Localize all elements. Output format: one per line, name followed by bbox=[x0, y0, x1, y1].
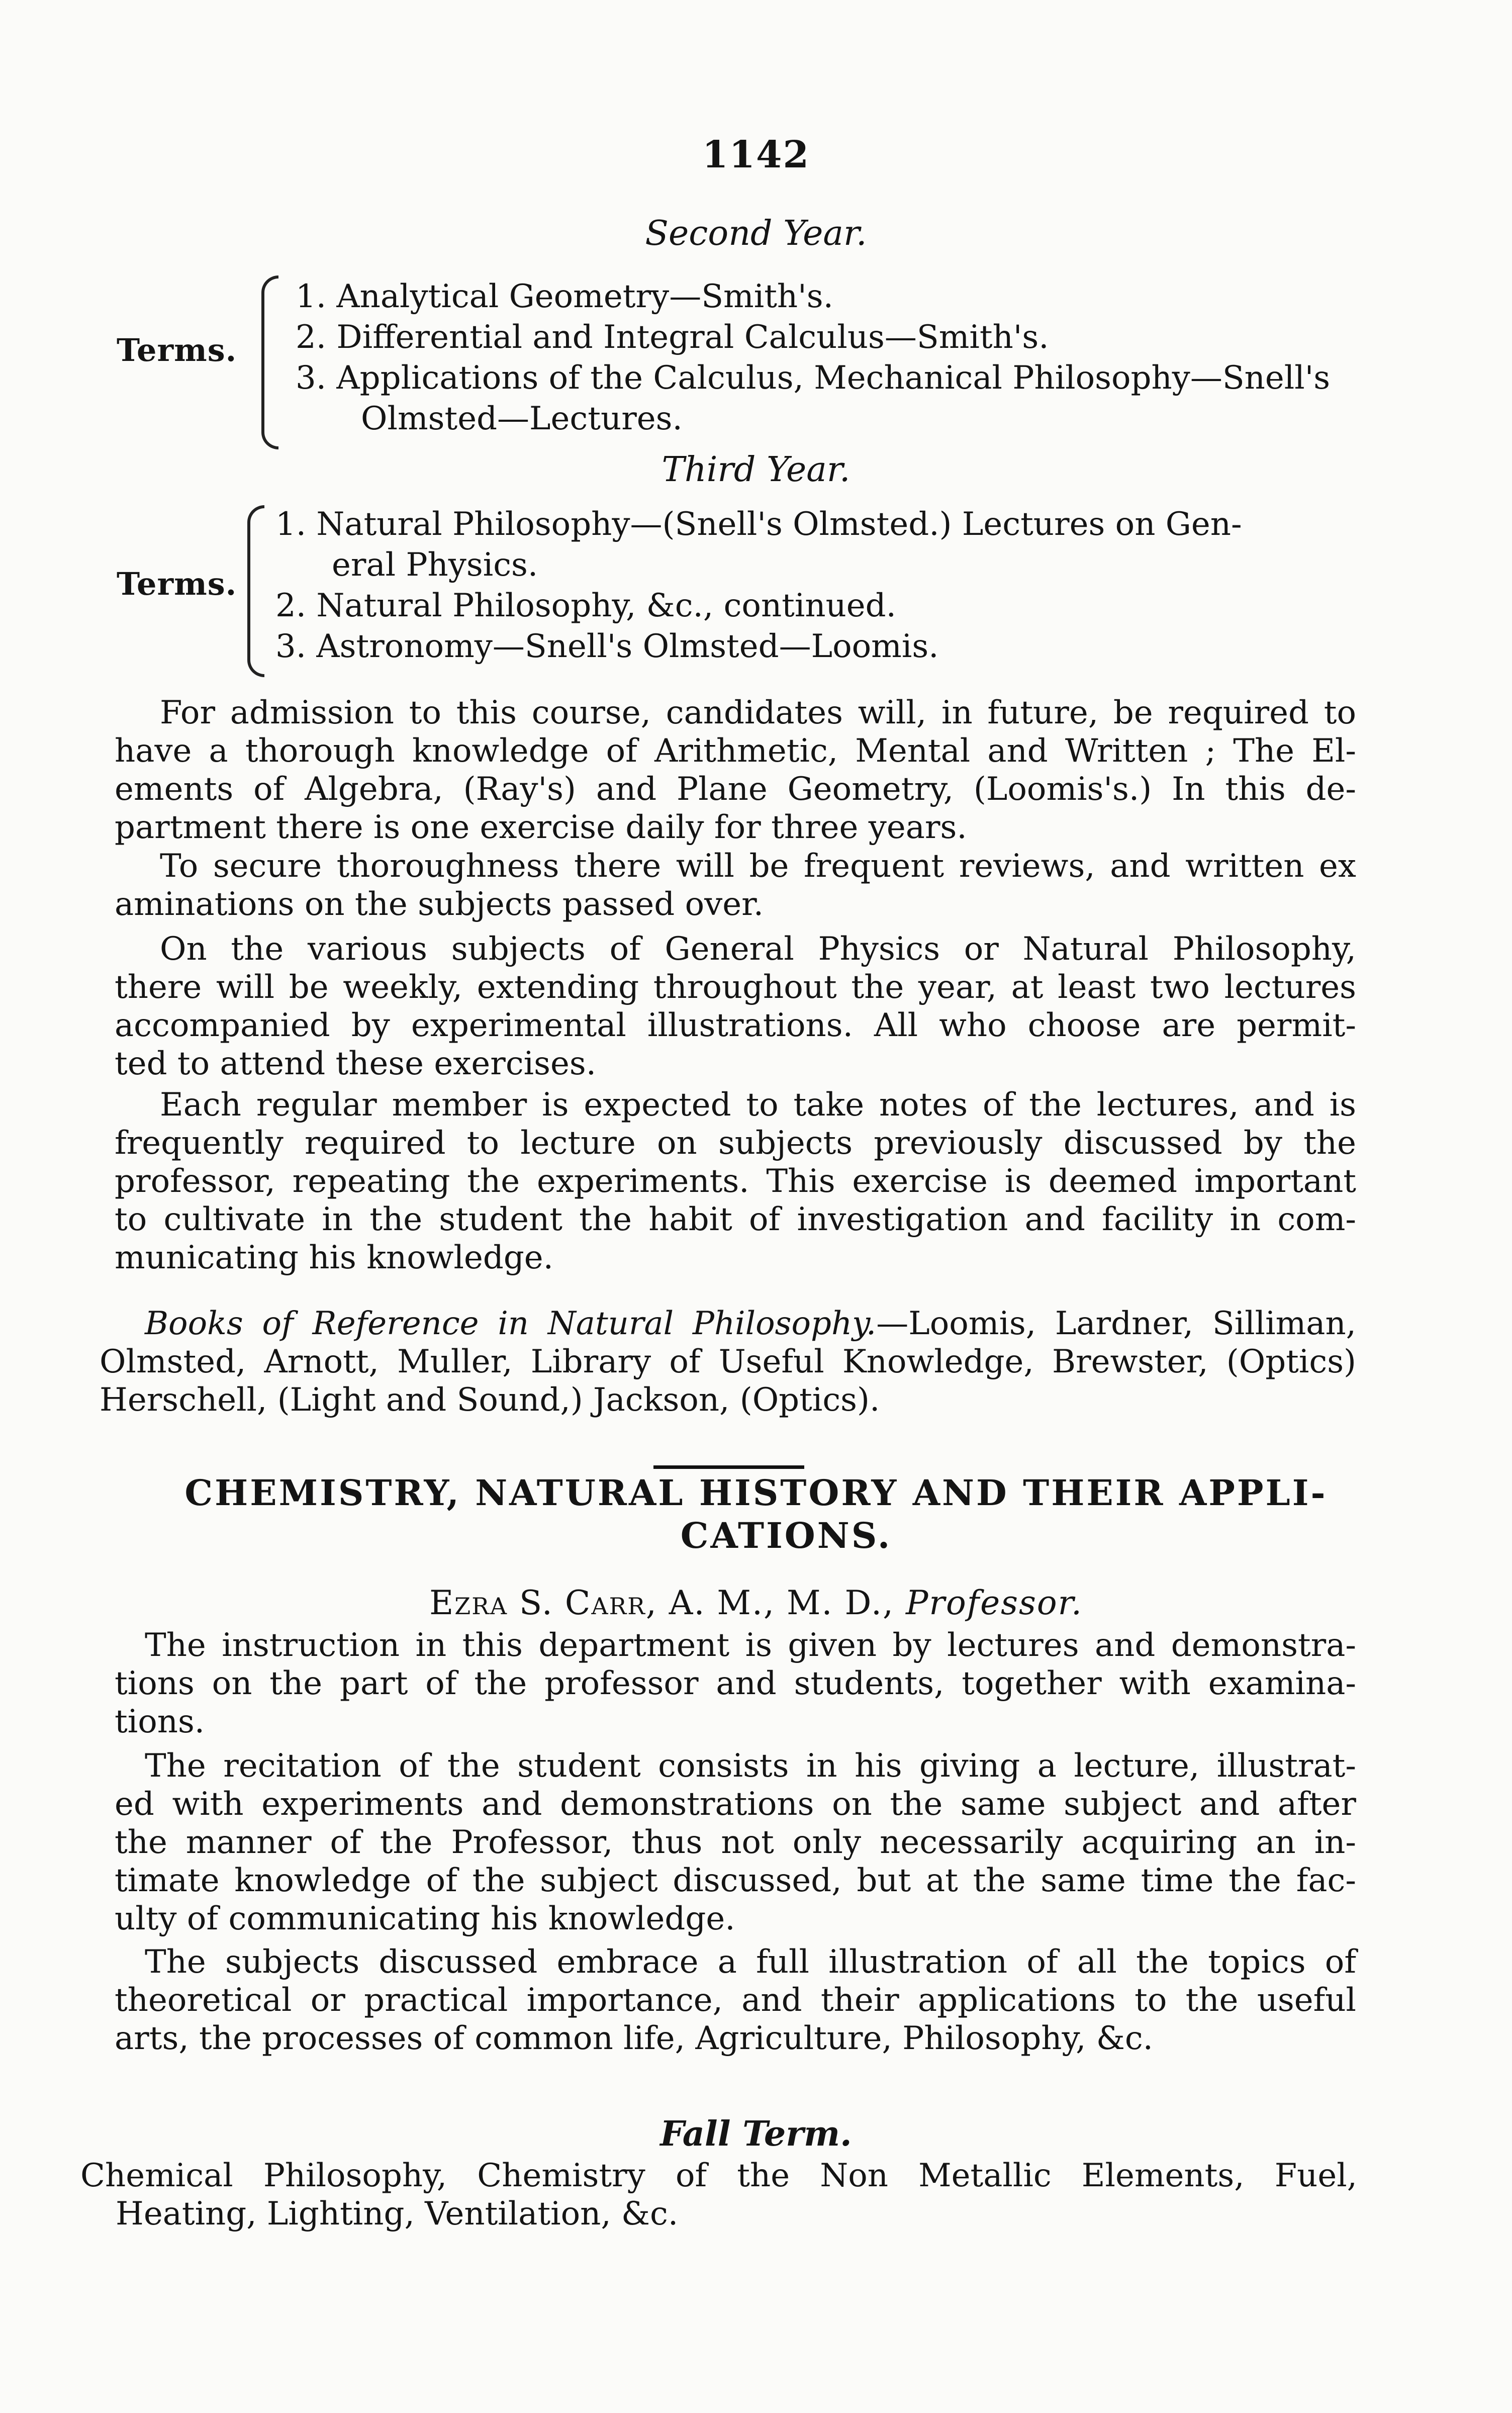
third-year-brace bbox=[247, 505, 264, 677]
text-line: accompanied by experimental illustrations. All who choose are permit- bbox=[115, 1007, 1356, 1044]
third-year-terms-label: Terms. bbox=[117, 566, 237, 602]
text-line: tions. bbox=[115, 1703, 205, 1740]
paragraph-reviews bbox=[115, 847, 1356, 923]
text-line: tions on the part of the professor and students, together with examina- bbox=[115, 1665, 1356, 1702]
fall-term-text bbox=[80, 2157, 1357, 2233]
section-divider bbox=[653, 1465, 804, 1469]
paragraph-notes bbox=[115, 1086, 1356, 1277]
text-line: frequently required to lecture on subjects previously discussed by the bbox=[115, 1125, 1356, 1162]
text-line: theoretical or practical importance, and their applications to the useful bbox=[115, 1982, 1356, 2019]
fall-term-heading: Fall Term. bbox=[660, 2114, 852, 2154]
paragraph-lectures bbox=[115, 930, 1356, 1083]
professor-name: Ezra S. Carr, A. M., M. D., bbox=[429, 1584, 895, 1622]
third-year-heading: Third Year. bbox=[662, 450, 850, 490]
text-line: timate knowledge of the subject discussed, but at the same time the fac- bbox=[115, 1862, 1356, 1899]
text-line: ulty of communicating his knowledge. bbox=[115, 1900, 735, 1937]
text-line: To secure thoroughness there will be frequent reviews, and written ex bbox=[160, 848, 1356, 885]
text-line: Each regular member is expected to take notes of the lectures, and is bbox=[160, 1086, 1356, 1124]
third-year-item-1: 1. Natural Philosophy—(Snell's Olmsted.) Lectures on Gen- bbox=[275, 506, 1242, 543]
second-year-item-2: 2. Differential and Integral Calculus—Smith's. bbox=[296, 319, 1049, 356]
paragraph-recitation bbox=[115, 1747, 1356, 1938]
text-line: the manner of the Professor, thus not only necessarily acquiring an in- bbox=[115, 1824, 1356, 1861]
paragraph-instruction bbox=[115, 1626, 1356, 1741]
books-label: Books of Reference in Natural Philosophy. bbox=[145, 1305, 877, 1342]
text-line: professor, repeating the experiments. This exercise is deemed important bbox=[115, 1163, 1356, 1200]
text-line: partment there is one exercise daily for three years. bbox=[115, 809, 967, 846]
text-line: Olmsted, Arnott, Muller, Library of Useful Knowledge, Brewster, (Optics) bbox=[100, 1343, 1356, 1380]
books-line1-rest: —Loomis, Lardner, Silliman, bbox=[876, 1305, 1356, 1342]
paragraph-subjects bbox=[115, 1943, 1356, 2058]
second-year-item-3-cont: Olmsted—Lectures. bbox=[361, 400, 683, 437]
text-line: to cultivate in the student the habit of investigation and facility in com- bbox=[115, 1201, 1356, 1238]
text-line: The subjects discussed embrace a full illustration of all the topics of bbox=[145, 1943, 1356, 1981]
text-line: Herschell, (Light and Sound,) Jackson, (Optics). bbox=[100, 1381, 880, 1419]
professor-line bbox=[0, 1584, 1512, 1622]
paragraph-books-of-reference bbox=[100, 1305, 1356, 1419]
third-year-item-3: 3. Astronomy—Snell's Olmsted—Loomis. bbox=[275, 628, 939, 665]
text-line: Chemical Philosophy, Chemistry of the Non Metallic Elements, Fuel, bbox=[80, 2157, 1357, 2194]
text-line: The recitation of the student consists in his giving a lecture, illustrat- bbox=[145, 1747, 1356, 1785]
text-line: ted to attend these exercises. bbox=[115, 1045, 597, 1082]
third-year-item-1-cont: eral Physics. bbox=[332, 546, 538, 584]
text-line: municating his knowledge. bbox=[115, 1239, 553, 1276]
second-year-item-3: 3. Applications of the Calculus, Mechanical Philosophy—Snell's bbox=[296, 359, 1331, 397]
second-year-terms-label: Terms. bbox=[117, 332, 237, 368]
section-heading-line1: CHEMISTRY, NATURAL HISTORY AND THEIR APPLI- bbox=[184, 1472, 1328, 1514]
second-year-brace bbox=[261, 275, 278, 449]
text-line: Heating, Lighting, Ventilation, &c. bbox=[116, 2195, 679, 2233]
professor-title: Professor. bbox=[906, 1584, 1083, 1622]
text-line: The instruction in this department is given by lectures and demonstra- bbox=[145, 1627, 1356, 1664]
text-line: On the various subjects of General Physics or Natural Philosophy, bbox=[160, 931, 1356, 968]
text-line: For admission to this course, candidates will, in future, be required to bbox=[160, 694, 1356, 731]
text-line bbox=[115, 1305, 1356, 1343]
second-year-heading: Second Year. bbox=[645, 214, 867, 253]
third-year-item-2: 2. Natural Philosophy, &c., continued. bbox=[275, 587, 896, 624]
page-number: 1142 bbox=[702, 133, 810, 176]
text-line: ed with experiments and demonstrations on the same subject and after bbox=[115, 1786, 1356, 1823]
text-line: ements of Algebra, (Ray's) and Plane Geometry, (Loomis's.) In this de- bbox=[115, 771, 1356, 808]
text-line: arts, the processes of common life, Agriculture, Philosophy, &c. bbox=[115, 2020, 1153, 2057]
text-line: have a thorough knowledge of Arithmetic, Mental and Written ; The El- bbox=[115, 732, 1356, 770]
section-heading-line2: CATIONS. bbox=[680, 1515, 892, 1556]
paragraph-admission bbox=[115, 694, 1356, 847]
second-year-item-1: 1. Analytical Geometry—Smith's. bbox=[296, 278, 833, 315]
text-line: aminations on the subjects passed over. bbox=[115, 886, 764, 923]
text-line: there will be weekly, extending throughout the year, at least two lectures bbox=[115, 969, 1356, 1006]
